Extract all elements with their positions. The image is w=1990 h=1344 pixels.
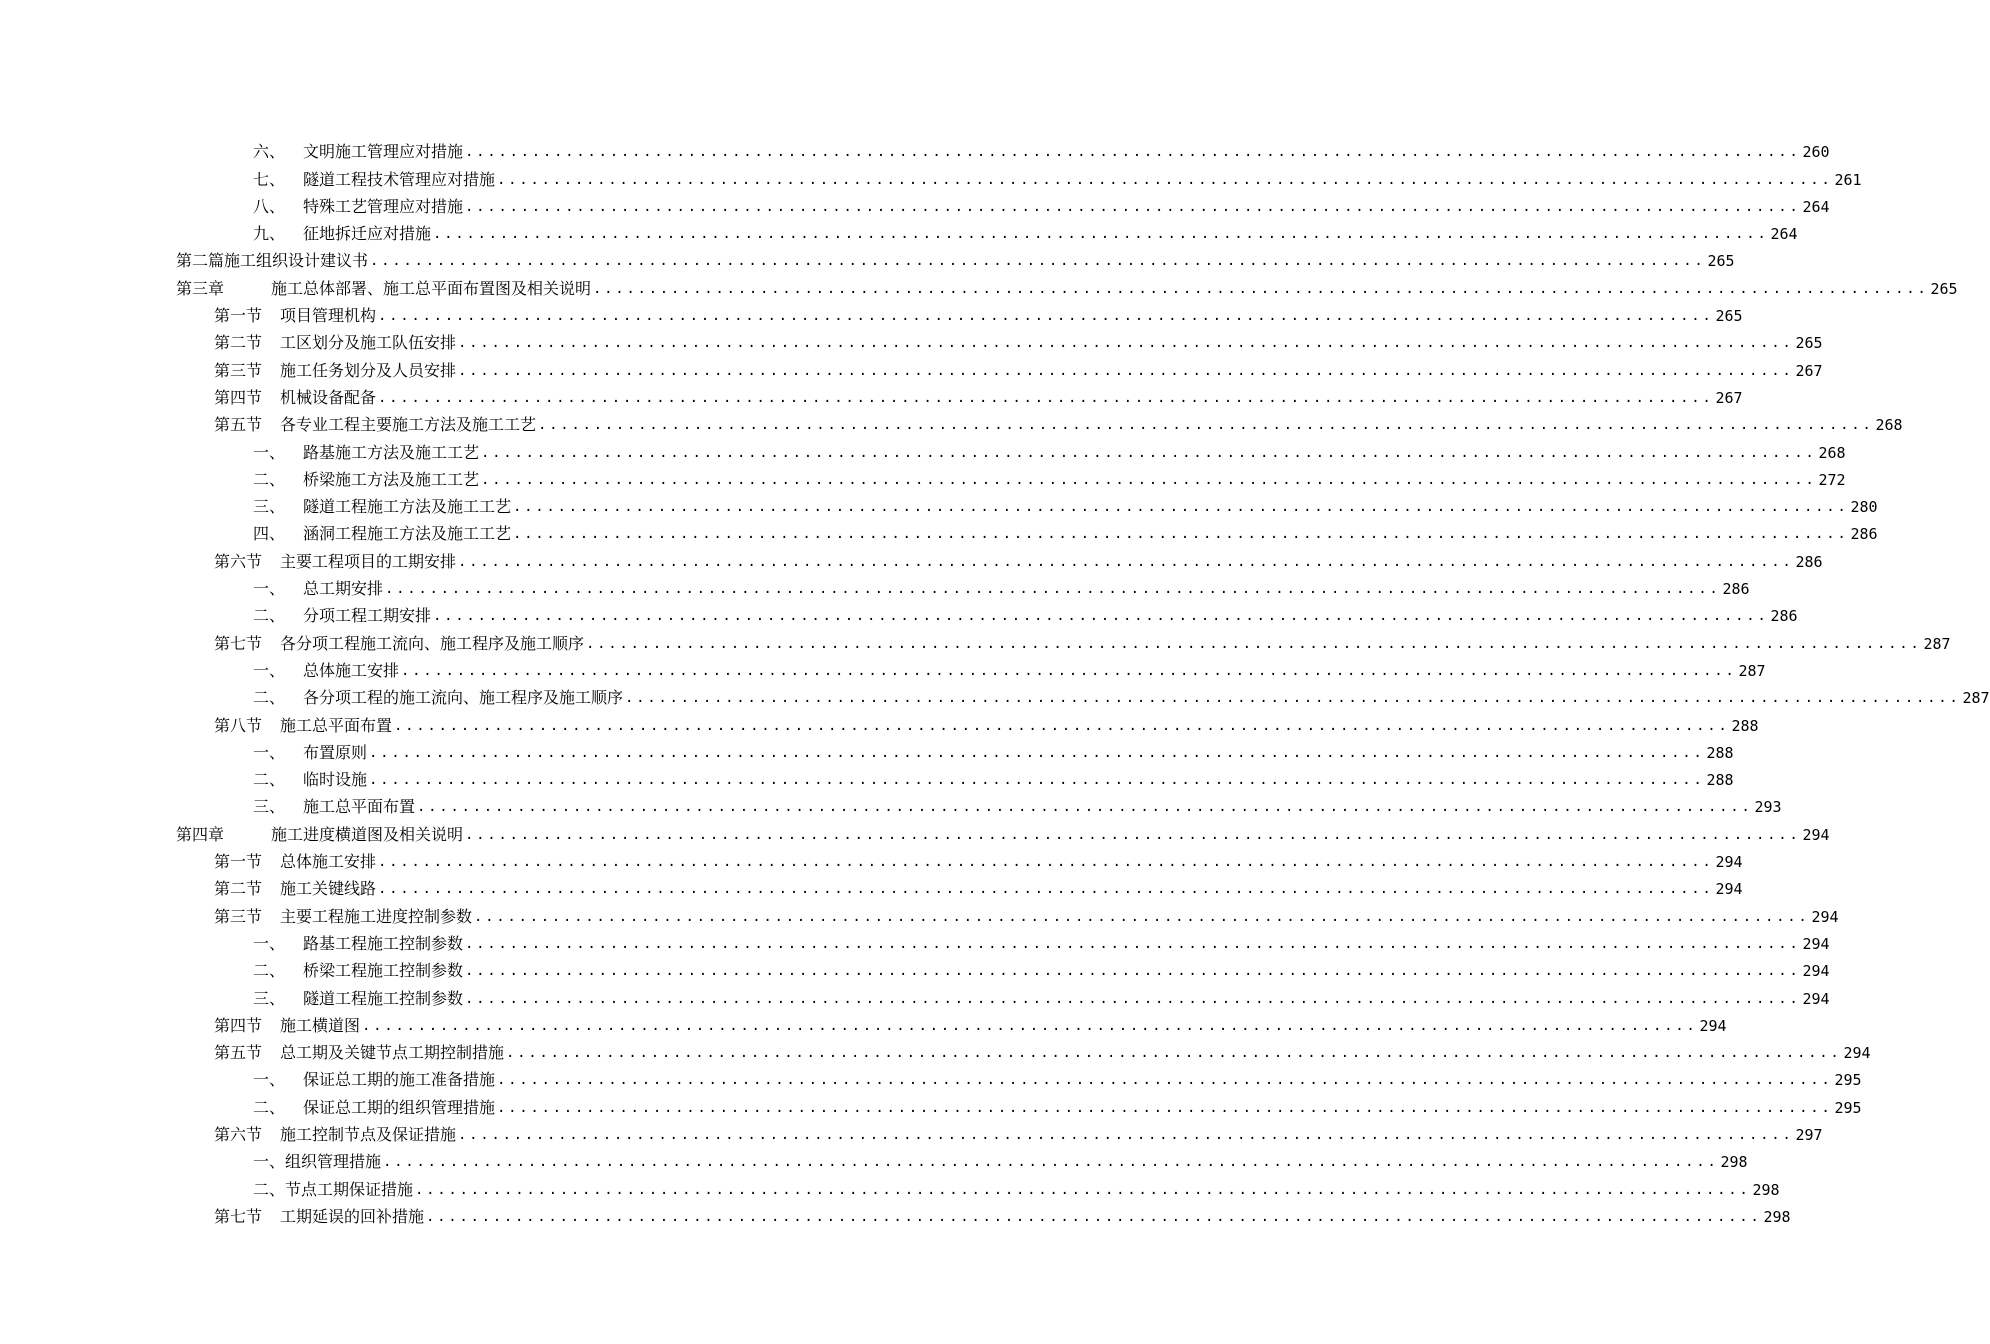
- toc-entry-number: 一、: [253, 742, 286, 762]
- toc-page-number: 288: [1731, 716, 1759, 735]
- toc-entry-number: 二、: [253, 606, 286, 626]
- toc-leader-dots: ........................................................................................................................: [458, 335, 1794, 352]
- toc-entry-text: 总体施工安排: [303, 660, 400, 680]
- toc-leader-dots: ........................................................................................................................: [394, 717, 1730, 734]
- toc-entry[interactable]: [0, 1145, 1748, 1172]
- toc-entry-title: [214, 361, 456, 381]
- toc-entry-text: 机械设备配备: [280, 387, 377, 407]
- toc-entry-number: 第四节: [214, 1015, 263, 1035]
- toc-page-number: 267: [1715, 388, 1743, 407]
- toc-entry-number: 第四章: [176, 824, 225, 844]
- toc-entry[interactable]: [0, 190, 1830, 217]
- toc-entry[interactable]: [0, 736, 1734, 763]
- toc-entry-text: 隧道工程技术管理应对措施: [303, 169, 496, 189]
- toc-entry-number: 三、: [253, 797, 286, 817]
- toc-leader-dots: ........................................................................................................................: [586, 635, 1922, 652]
- toc-leader-dots: ........................................................................................................................: [497, 1072, 1833, 1089]
- toc-entry-number: 一、: [253, 933, 286, 953]
- toc-entry[interactable]: [0, 381, 1743, 408]
- toc-page-number: 286: [1850, 525, 1878, 544]
- toc-leader-dots: ........................................................................................................................: [415, 1181, 1751, 1198]
- toc-leader-dots: ........................................................................................................................: [465, 198, 1801, 215]
- toc-leader-dots: ........................................................................................................................: [465, 990, 1801, 1007]
- toc-entry-text: 各分项工程的施工流向、施工程序及施工顺序: [303, 688, 624, 708]
- toc-entry-text: 主要工程项目的工期安排: [280, 551, 457, 571]
- toc-entry-title: [214, 1016, 360, 1036]
- toc-entry[interactable]: [0, 271, 1958, 298]
- toc-entry-title: [253, 579, 383, 599]
- toc-entry-number: 第三节: [214, 906, 263, 926]
- toc-leader-dots: ........................................................................................................................: [513, 526, 1849, 543]
- toc-leader-dots: ........................................................................................................................: [625, 690, 1961, 707]
- toc-entry-text: 总体施工安排: [280, 852, 377, 872]
- toc-page-number: 265: [1795, 334, 1823, 353]
- toc-entry-title: [253, 197, 463, 217]
- toc-entry-number: 二、: [253, 1179, 286, 1199]
- toc-entry-title: [176, 251, 368, 271]
- toc-entry[interactable]: [0, 1118, 1823, 1145]
- toc-leader-dots: ........................................................................................................................: [433, 226, 1769, 243]
- toc-entry-number: 第二节: [214, 333, 263, 353]
- toc-entry-text: 临时设施: [303, 770, 368, 790]
- toc-entry-title: [214, 1125, 456, 1145]
- toc-entry-text: 施工总体部署、施工总平面布置图及相关说明: [271, 278, 592, 298]
- toc-entry-title: [214, 716, 392, 736]
- toc-entry-text: 分项工程工期安排: [303, 606, 432, 626]
- toc-entry-title: [253, 1152, 381, 1172]
- toc-entry-number: 一、: [253, 660, 286, 680]
- toc-entry-text: 总工期安排: [303, 579, 384, 599]
- toc-entry-title: [253, 1180, 413, 1200]
- toc-entry[interactable]: [0, 408, 1903, 435]
- toc-leader-dots: ........................................................................................................................: [426, 1208, 1762, 1225]
- toc-entry[interactable]: [0, 1172, 1780, 1199]
- toc-entry-number: 八、: [253, 196, 286, 216]
- toc-entry-text: 节点工期保证措施: [285, 1179, 414, 1199]
- toc-entry[interactable]: [0, 135, 1830, 162]
- toc-leader-dots: ........................................................................................................................: [497, 1099, 1833, 1116]
- toc-entry-title: [214, 907, 472, 927]
- toc-entry-number: 第六节: [214, 1124, 263, 1144]
- toc-page-number: 295: [1834, 1098, 1862, 1117]
- toc-leader-dots: ........................................................................................................................: [465, 826, 1801, 843]
- toc-entry[interactable]: [0, 490, 1878, 517]
- toc-page-number: 268: [1875, 416, 1903, 435]
- toc-entry-number: 二、: [253, 469, 286, 489]
- toc-entry-text: 路基工程施工控制参数: [303, 933, 464, 953]
- toc-entry-title: [253, 961, 463, 981]
- toc-leader-dots: ........................................................................................................................: [474, 908, 1810, 925]
- toc-entry[interactable]: [0, 599, 1798, 626]
- toc-entry-text: 施工任务划分及人员安排: [280, 360, 457, 380]
- toc-page-number: 267: [1795, 361, 1823, 380]
- toc-page-number: 264: [1770, 225, 1798, 244]
- toc-entry-number: 一、: [253, 442, 286, 462]
- toc-leader-dots: ........................................................................................................................: [370, 253, 1706, 270]
- toc-entry-number: 二、: [253, 770, 286, 790]
- toc-entry-number: 第四节: [214, 387, 263, 407]
- toc-page-number: 268: [1818, 443, 1846, 462]
- toc-entry[interactable]: [0, 790, 1782, 817]
- toc-entry-text: 施工进度横道图及相关说明: [271, 824, 464, 844]
- toc-leader-dots: ........................................................................................................................: [481, 444, 1817, 461]
- toc-leader-dots: ........................................................................................................................: [513, 499, 1849, 516]
- toc-leader-dots: ........................................................................................................................: [417, 799, 1753, 816]
- toc-entry[interactable]: [0, 954, 1830, 981]
- toc-entry-title: [253, 497, 511, 517]
- toc-entry[interactable]: [0, 654, 1766, 681]
- toc-entry-number: 四、: [253, 524, 286, 544]
- toc-entry-title: [214, 306, 376, 326]
- toc-entry[interactable]: [0, 517, 1878, 544]
- toc-entry[interactable]: [0, 1009, 1727, 1036]
- toc-entry-title: [214, 415, 536, 435]
- toc-entry[interactable]: [0, 845, 1743, 872]
- toc-entry-number: 二、: [253, 961, 286, 981]
- toc-page-number: 294: [1802, 962, 1830, 981]
- toc-entry[interactable]: [0, 1200, 1791, 1227]
- table-of-contents: [0, 135, 1990, 1227]
- toc-entry-text: 工区划分及施工队伍安排: [280, 333, 457, 353]
- toc-leader-dots: ........................................................................................................................: [538, 417, 1874, 434]
- toc-entry-number: 一、: [253, 579, 286, 599]
- toc-entry-text: 施工关键线路: [280, 879, 377, 899]
- toc-entry[interactable]: [0, 544, 1823, 571]
- toc-entry-title: [253, 797, 415, 817]
- toc-page-number: 294: [1715, 880, 1743, 899]
- toc-leader-dots: ........................................................................................................................: [497, 171, 1833, 188]
- toc-entry-text: 第二篇施工组织设计建议书: [176, 251, 369, 271]
- toc-entry-text: 桥梁施工方法及施工工艺: [303, 469, 480, 489]
- toc-entry-number: 第七节: [214, 1206, 263, 1226]
- toc-entry-number: 二、: [253, 688, 286, 708]
- toc-entry-title: [253, 989, 463, 1009]
- toc-entry-number: 第二节: [214, 879, 263, 899]
- toc-entry[interactable]: [0, 1063, 1862, 1090]
- toc-entry-text: 总工期及关键节点工期控制措施: [280, 1043, 505, 1063]
- toc-entry-title: [214, 333, 456, 353]
- toc-entry-text: 文明施工管理应对措施: [303, 142, 464, 162]
- toc-entry-number: 一、: [253, 1152, 286, 1172]
- toc-entry-number: 第三章: [176, 278, 225, 298]
- toc-leader-dots: ........................................................................................................................: [465, 144, 1801, 161]
- toc-entry-number: 九、: [253, 224, 286, 244]
- toc-entry-number: 三、: [253, 988, 286, 1008]
- toc-page-number: 293: [1754, 798, 1782, 817]
- toc-page-number: 264: [1802, 197, 1830, 216]
- toc-page-number: 294: [1715, 853, 1743, 872]
- toc-page-number: 265: [1930, 279, 1958, 298]
- toc-leader-dots: ........................................................................................................................: [593, 280, 1929, 297]
- toc-entry-text: 各分项工程施工流向、施工程序及施工顺序: [280, 633, 585, 653]
- toc-entry-text: 工期延误的回补措施: [280, 1206, 425, 1226]
- toc-entry-text: 各专业工程主要施工方法及施工工艺: [280, 415, 537, 435]
- toc-page-number: 298: [1752, 1180, 1780, 1199]
- toc-entry-number: 七、: [253, 169, 286, 189]
- toc-page-number: 295: [1834, 1071, 1862, 1090]
- toc-leader-dots: ........................................................................................................................: [378, 881, 1714, 898]
- toc-entry-title: [253, 1098, 495, 1118]
- toc-entry-number: 第一节: [214, 306, 263, 326]
- toc-leader-dots: ........................................................................................................................: [383, 1154, 1719, 1171]
- toc-entry-title: [253, 688, 623, 708]
- toc-entry-text: 特殊工艺管理应对措施: [303, 196, 464, 216]
- toc-entry-text: 主要工程施工进度控制参数: [280, 906, 473, 926]
- toc-entry-number: 一、: [253, 1070, 286, 1090]
- toc-entry-title: [214, 634, 584, 654]
- toc-entry-text: 施工横道图: [280, 1015, 361, 1035]
- toc-leader-dots: ........................................................................................................................: [369, 744, 1705, 761]
- toc-page-number: 294: [1843, 1044, 1871, 1063]
- toc-entry-title: [253, 606, 431, 626]
- toc-entry-text: 涵洞工程施工方法及施工工艺: [303, 524, 512, 544]
- toc-leader-dots: ........................................................................................................................: [362, 1017, 1698, 1034]
- toc-entry-title: [253, 524, 511, 544]
- toc-page-number: 294: [1802, 825, 1830, 844]
- toc-entry-title: [253, 470, 479, 490]
- toc-page-number: 286: [1722, 580, 1750, 599]
- toc-entry-number: 二、: [253, 1097, 286, 1117]
- toc-page-number: 287: [1923, 634, 1951, 653]
- toc-entry-text: 组织管理措施: [285, 1152, 382, 1172]
- toc-entry-number: 第一节: [214, 852, 263, 872]
- toc-entry-text: 布置原则: [303, 742, 368, 762]
- toc-entry-text: 隧道工程施工控制参数: [303, 988, 464, 1008]
- toc-entry-title: [214, 1043, 504, 1063]
- toc-entry-title: [214, 852, 376, 872]
- toc-entry-title: [253, 661, 399, 681]
- toc-page-number: 260: [1802, 143, 1830, 162]
- toc-page-number: 272: [1818, 470, 1846, 489]
- toc-leader-dots: ........................................................................................................................: [369, 772, 1705, 789]
- toc-entry-text: 征地拆迁应对措施: [303, 224, 432, 244]
- toc-entry-text: 隧道工程施工方法及施工工艺: [303, 497, 512, 517]
- toc-leader-dots: ........................................................................................................................: [465, 963, 1801, 980]
- toc-entry-title: [253, 224, 431, 244]
- toc-entry[interactable]: [0, 299, 1743, 326]
- toc-page-number: 286: [1795, 552, 1823, 571]
- toc-entry-number: 第八节: [214, 715, 263, 735]
- toc-entry-number: 第七节: [214, 633, 263, 653]
- toc-entry[interactable]: [0, 353, 1823, 380]
- toc-entry-text: 保证总工期的组织管理措施: [303, 1097, 496, 1117]
- toc-entry[interactable]: [0, 763, 1734, 790]
- toc-entry-text: 施工控制节点及保证措施: [280, 1124, 457, 1144]
- toc-entry-title: [253, 770, 367, 790]
- toc-entry[interactable]: [0, 626, 1951, 653]
- toc-entry[interactable]: [0, 927, 1830, 954]
- toc-page-number: 298: [1763, 1207, 1791, 1226]
- toc-entry-text: 施工总平面布置: [280, 715, 393, 735]
- toc-entry[interactable]: [0, 899, 1839, 926]
- toc-leader-dots: ........................................................................................................................: [465, 935, 1801, 952]
- toc-entry-title: [214, 1207, 424, 1227]
- toc-leader-dots: ........................................................................................................................: [433, 608, 1769, 625]
- toc-page-number: 294: [1802, 934, 1830, 953]
- toc-entry[interactable]: [0, 326, 1823, 353]
- toc-page-number: 297: [1795, 1125, 1823, 1144]
- toc-entry[interactable]: [0, 981, 1830, 1008]
- toc-leader-dots: ........................................................................................................................: [458, 362, 1794, 379]
- toc-entry[interactable]: [0, 708, 1759, 735]
- toc-entry-title: [214, 552, 456, 572]
- toc-entry-text: 桥梁工程施工控制参数: [303, 961, 464, 981]
- toc-leader-dots: ........................................................................................................................: [506, 1045, 1842, 1062]
- toc-entry-title: [253, 443, 479, 463]
- toc-leader-dots: ........................................................................................................................: [401, 662, 1737, 679]
- toc-entry-title: [214, 388, 376, 408]
- toc-page-number: 265: [1715, 307, 1743, 326]
- toc-leader-dots: ........................................................................................................................: [378, 308, 1714, 325]
- toc-entry[interactable]: [0, 244, 1735, 271]
- toc-entry[interactable]: [0, 817, 1830, 844]
- toc-entry[interactable]: [0, 572, 1750, 599]
- toc-entry[interactable]: [0, 1090, 1862, 1117]
- toc-leader-dots: ........................................................................................................................: [458, 1126, 1794, 1143]
- toc-leader-dots: ........................................................................................................................: [378, 854, 1714, 871]
- toc-page-number: 288: [1706, 771, 1734, 790]
- toc-entry-title: [253, 142, 463, 162]
- toc-entry-title: [214, 879, 376, 899]
- toc-page-number: 261: [1834, 170, 1862, 189]
- toc-entry-text: 保证总工期的施工准备措施: [303, 1070, 496, 1090]
- toc-entry-text: 路基施工方法及施工工艺: [303, 442, 480, 462]
- toc-entry-title: [176, 279, 591, 299]
- toc-entry-number: 第五节: [214, 415, 263, 435]
- toc-page-number: 288: [1706, 743, 1734, 762]
- toc-entry[interactable]: [0, 162, 1862, 189]
- toc-entry-number: 第五节: [214, 1043, 263, 1063]
- toc-entry-text: 项目管理机构: [280, 306, 377, 326]
- toc-entry-title: [176, 825, 463, 845]
- toc-entry[interactable]: [0, 217, 1798, 244]
- toc-page-number: 265: [1707, 252, 1735, 271]
- toc-entry[interactable]: [0, 872, 1743, 899]
- toc-leader-dots: ........................................................................................................................: [385, 581, 1721, 598]
- toc-page-number: 294: [1811, 907, 1839, 926]
- toc-entry[interactable]: [0, 435, 1846, 462]
- toc-entry-title: [253, 743, 367, 763]
- toc-leader-dots: ........................................................................................................................: [481, 471, 1817, 488]
- toc-entry[interactable]: [0, 1036, 1871, 1063]
- toc-entry-title: [253, 1070, 495, 1090]
- toc-entry-title: [253, 170, 495, 190]
- toc-entry-title: [253, 934, 463, 954]
- toc-entry-number: 三、: [253, 497, 286, 517]
- toc-page-number: 294: [1699, 1016, 1727, 1035]
- toc-entry-number: 六、: [253, 142, 286, 162]
- toc-entry[interactable]: [0, 681, 1990, 708]
- toc-entry-number: 第六节: [214, 551, 263, 571]
- toc-leader-dots: ........................................................................................................................: [458, 553, 1794, 570]
- toc-page-number: 287: [1962, 689, 1990, 708]
- toc-page-number: 280: [1850, 498, 1878, 517]
- toc-entry[interactable]: [0, 463, 1846, 490]
- toc-leader-dots: ........................................................................................................................: [378, 389, 1714, 406]
- toc-page-number: 294: [1802, 989, 1830, 1008]
- toc-page-number: 287: [1738, 661, 1766, 680]
- toc-page-number: 298: [1720, 1153, 1748, 1172]
- toc-page-number: 286: [1770, 607, 1798, 626]
- toc-entry-number: 第三节: [214, 360, 263, 380]
- toc-entry-text: 施工总平面布置: [303, 797, 416, 817]
